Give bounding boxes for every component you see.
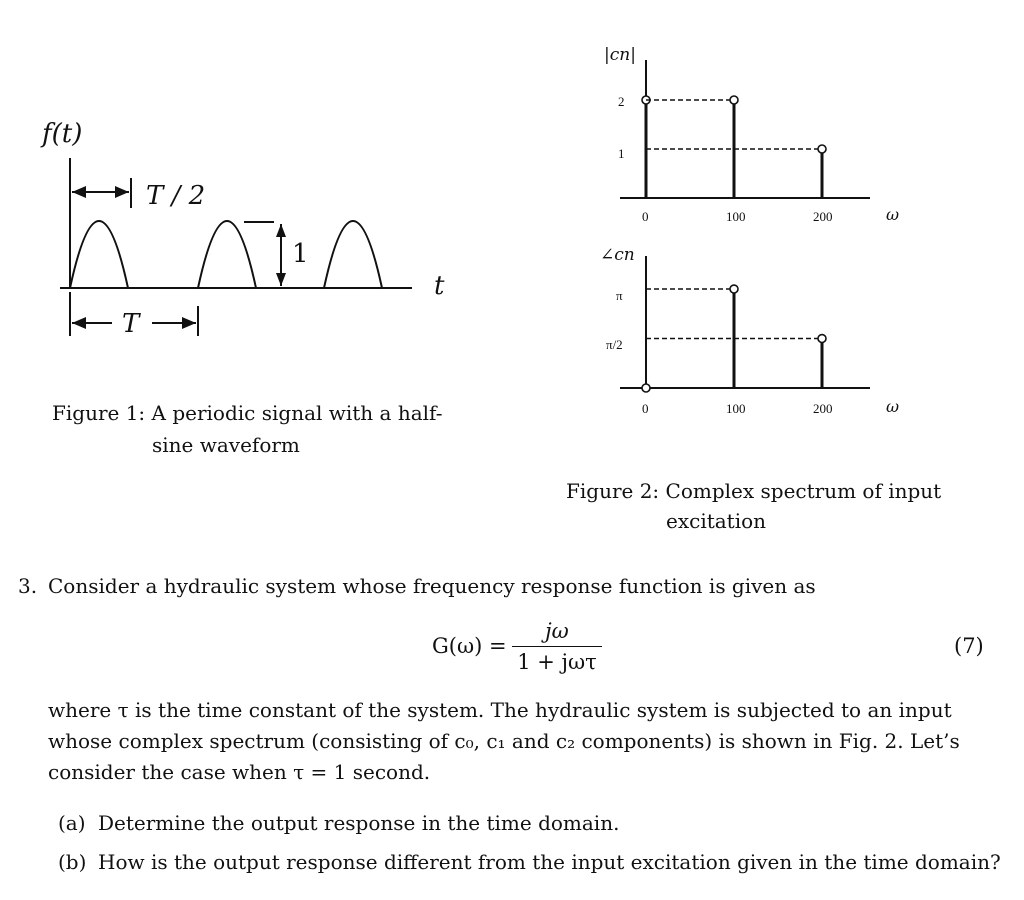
equation-fraction [512,618,602,675]
f-of-t-label: f(t) [42,119,83,149]
x-tick-label: 100 [726,209,746,224]
half-sine-arch [198,221,256,288]
problem-body-line1: where τ is the time constant of the system. The hydraulic system is subjected to an input [48,698,952,722]
x-tick-label: 100 [726,401,746,416]
arrowhead-left [72,317,86,329]
equation-numerator: jω [545,619,569,643]
y-tick-label: π [616,288,623,303]
arrowhead-right [115,186,129,198]
stem-marker [818,145,826,153]
y-tick-label: 2 [618,94,625,109]
part-a-text: Determine the output response in the time domain. [98,811,620,835]
figure-1-caption-line2: sine waveform [152,433,300,457]
figure-2-caption-line2: excitation [666,509,767,533]
half-sine-signal-plot [30,110,490,360]
x-tick-label: 200 [813,401,833,416]
equation-lhs: G(ω) = [432,634,507,658]
stem-marker [730,285,738,293]
stem-marker [818,335,826,343]
half-sine-arch [324,221,382,288]
period-label: T [122,309,140,339]
stem-marker [642,384,650,392]
part-a-label: (a) [58,811,86,835]
x-tick-label: 200 [813,209,833,224]
equation-denominator: 1 + jωτ [517,650,597,674]
problem-number: 3. [18,574,38,598]
phase-spectrum-plot [590,232,930,427]
part-b-text: How is the output response different from the input excitation given in the time domain? [98,850,1001,874]
magnitude-spectrum-plot [590,30,930,230]
omega-axis-label: ω [886,397,900,416]
half-period-label: T / 2 [146,181,206,211]
x-tick-label: 0 [642,401,649,416]
arrowhead-left [72,186,86,198]
problem-intro: Consider a hydraulic system whose frequency response function is given as [48,574,816,598]
phase-axis-label: ∠cn [600,245,635,265]
problem-body-line2: whose complex spectrum (consisting of c₀, c₁ and c₂ components) is shown in Fig. 2. Let’s [48,729,960,753]
y-tick-label: 1 [618,146,625,161]
arrowhead-up [276,224,286,237]
omega-axis-label: ω [886,205,900,224]
problem-body-line3: consider the case when τ = 1 second. [48,760,431,784]
figure-2-caption-line1: Figure 2: Complex spectrum of input [566,479,942,503]
half-sine-arch [70,221,128,288]
stem-marker [730,96,738,104]
x-tick-label: 0 [642,209,649,224]
fraction-bar [512,646,602,647]
amplitude-label: 1 [292,239,309,269]
arrowhead-down [276,273,286,286]
equation-tag: (7) [954,634,984,658]
arrowhead-right [182,317,196,329]
y-tick-label: π/2 [606,337,623,352]
figure-1-caption-line1: Figure 1: A periodic signal with a half- [52,401,443,425]
magnitude-axis-label: |cn| [604,45,636,65]
t-axis-label: t [434,271,445,301]
part-b-label: (b) [58,850,87,874]
